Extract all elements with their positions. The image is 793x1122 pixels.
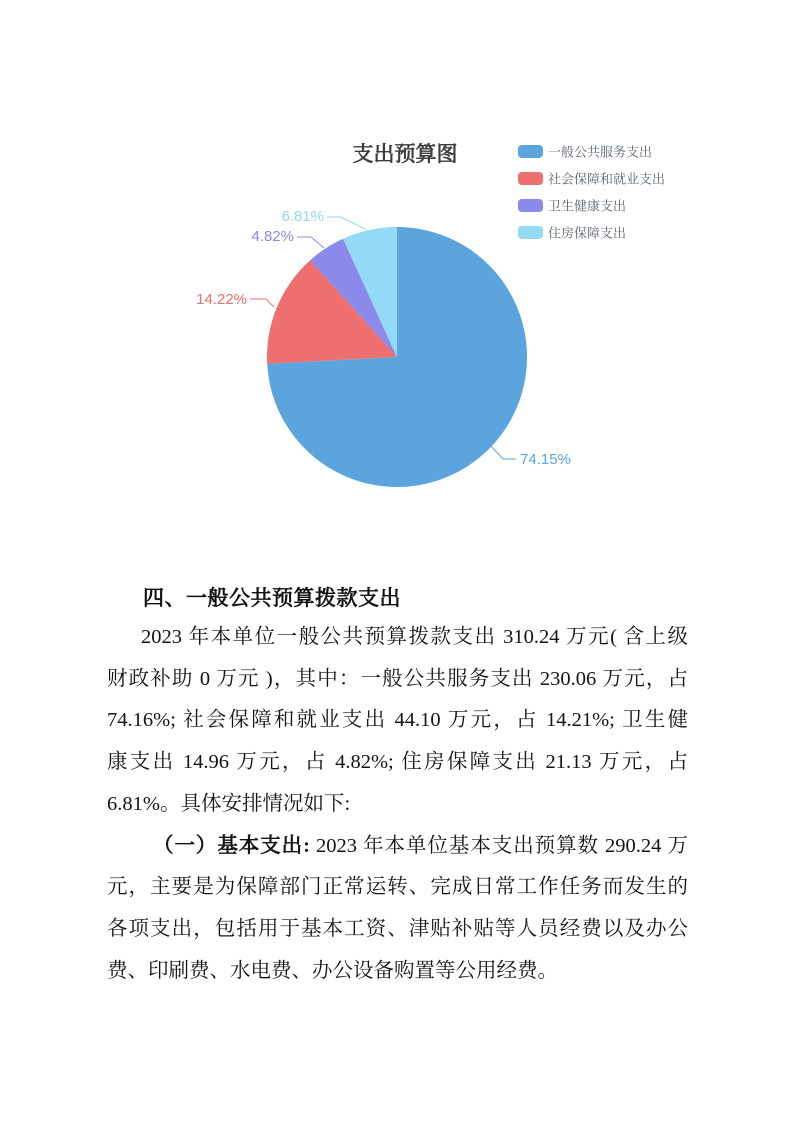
legend-swatch-general-public-services xyxy=(518,145,543,158)
legend-swatch-social-security-employment xyxy=(518,172,543,185)
paragraph-line: 6.81%。具体安排情况如下: xyxy=(107,792,351,815)
label-line-general-public-services xyxy=(491,446,516,459)
paragraph-line: 财政补助 0 万元 )，其中：一般公共服务支出 230.06 万元，占 xyxy=(107,667,688,690)
document-text xyxy=(107,617,688,992)
paragraph-line xyxy=(107,826,688,868)
legend-label-health: 卫生健康支出 xyxy=(548,198,627,214)
paragraph-line: 元，主要是为保障部门正常运转、完成日常工作任务而发生的 xyxy=(107,876,688,899)
paragraph-line: 74.16%; 社会保障和就业支出 44.10 万元，占 14.21%; 卫生健 xyxy=(107,709,688,732)
chart-title: 支出预算图 xyxy=(352,143,458,166)
paragraph-line: 康支出 14.96 万元，占 4.82%; 住房保障支出 21.13 万元，占 xyxy=(107,751,688,774)
pct-label-health: 4.82% xyxy=(251,228,294,245)
pct-label-general-public-services: 74.15% xyxy=(520,451,571,468)
expenditure-pie-chart xyxy=(0,0,793,560)
inline-bold-label: （一）基本支出: xyxy=(153,834,310,857)
paragraph-line: 各项支出，包括用于基本工资、津贴补贴等人员经费以及办公 xyxy=(107,917,688,940)
pie-slices xyxy=(267,227,527,487)
label-line-health xyxy=(297,237,324,248)
label-line-housing xyxy=(327,217,367,230)
chart-legend xyxy=(518,145,665,241)
label-line-social-security-employment xyxy=(250,299,274,307)
legend-swatch-health xyxy=(518,199,543,212)
legend-label-social-security-employment: 社会保障和就业支出 xyxy=(548,171,666,187)
section-heading: 四、一般公共预算拨款支出 xyxy=(143,587,401,610)
pct-label-housing: 6.81% xyxy=(281,208,324,225)
paragraph-line: 2023 年本单位一般公共预算拨款支出 310.24 万元( 含上级 xyxy=(141,626,688,648)
legend-swatch-housing xyxy=(518,226,543,239)
legend-label-housing: 住房保障支出 xyxy=(548,225,627,241)
legend-label-general-public-services: 一般公共服务支出 xyxy=(548,144,653,160)
paragraph-line: 费、印刷费、水电费、办公设备购置等公用经费。 xyxy=(107,959,558,982)
pct-label-social-security-employment: 14.22% xyxy=(196,291,247,308)
inline-text: 2023 年本单位基本支出预算数 290.24 万 xyxy=(309,834,689,857)
